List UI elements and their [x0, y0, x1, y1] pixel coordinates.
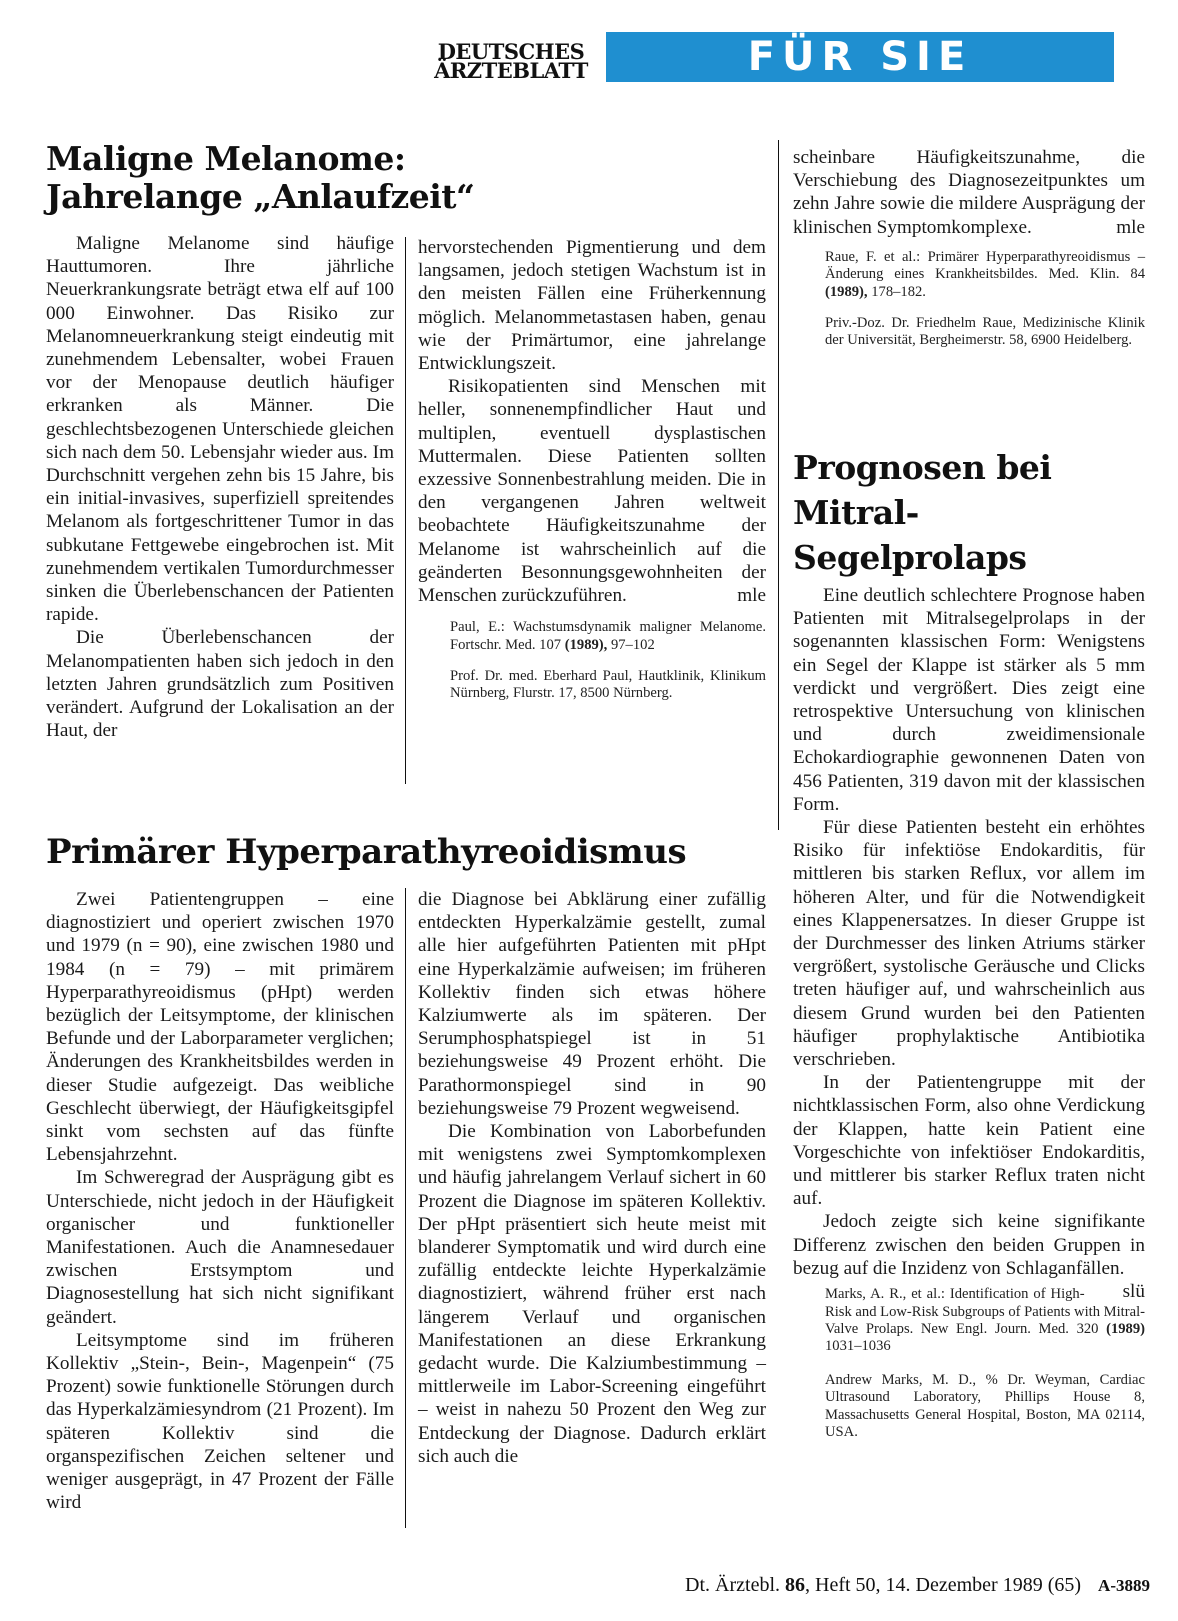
article3-title-line1: Prognosen bei	[793, 448, 1052, 487]
article2-paragraph: Zwei Patientengruppen – eine diagnostiziert und operiert zwischen 1970 und 1979 (n = 90), eine zwischen 1980 und 1984 (n = 79) – mit primärem Hyperparathyreoidismus (pHpt) werden bezüglich der Leitsymptome, der klinischen Befunde und der Laborparameter verglichen; Änderungen des Krankheitsbildes werden in dieser Studie aufgezeigt. Das weibliche Geschlecht überwiegt, der Häufigkeitsgipfel sinkt vom sechsten auf das fünfte Lebensjahrzehnt.	[46, 889, 394, 1166]
previous-article-author-address: Priv.-Doz. Dr. Friedhelm Raue, Medizinische Klinik der Universität, Bergheimerstr. 58, 6900 Heidelberg.	[825, 315, 1145, 349]
previous-article-text: scheinbare Häufigkeitszunahme, die Verschiebung des Diagnosezeitpunktes um zehn Jahre sowie die mildere Ausprägung der klinischen Symptomkomplexe.	[793, 147, 1145, 238]
article1-paragraph: Risikopatienten sind Menschen mit heller, sonnenempfindlicher Haut und multiplen, eventuell dysplastischen Muttermalen. Diese Patienten sollten exzessive Sonnenbestrahlung meiden. Die in den vergangenen Jahren weltweit beobachtete Häufigkeitszunahme der Melanome ist wahrscheinlich auf die geänderten Besonnungsgewohnheiten der Menschen zurückzuführen.	[418, 376, 766, 607]
reference-text: Marks, A. R., et al.: Identification of High-Risk and Low-Risk Subgroups of Patients with Mitral-Valve Prolaps. New Engl. Journ. Med. 320	[825, 1286, 1145, 1337]
reference-text: Raue, F. et al.: Primärer Hyperparathyreoidismus – Änderung eines Krankheitsbildes. Med. Klin. 84	[825, 248, 1145, 283]
article1-reference	[418, 619, 766, 654]
previous-article-continuation	[793, 146, 1145, 350]
column-divider	[405, 888, 406, 1528]
reference-text: Paul, E.: Wachstumsdynamik maligner Melanome. Fortschr. Med. 107	[450, 619, 766, 653]
article3-title	[793, 445, 1113, 580]
footer-journal: Dt. Ärztebl.	[685, 1574, 781, 1596]
article2-paragraph: die Diagnose bei Abklärung einer zufällig entdeckten Hyperkalzämie gestellt, zumal alle hier aufgeführten Patienten mit pHpt eine Hyperkalzämie aufweisen; im früheren Kollektiv finden sich etwas höhere Kalziumwerte als im späteren. Der Serumphosphatspiegel ist in 51 beziehungsweise 49 Prozent erhöht. Die Parathormonspiegel sind in 90 beziehungsweise 79 Prozent wegweisend.	[418, 889, 766, 1119]
article2-paragraph: Leitsymptome sind im früheren Kollektiv „Stein-, Bein-, Magenpein“ (75 Prozent) sowie funktionelle Störungen durch das Hyperkalzämiesyndrom (21 Prozent). Im späteren Kollektiv sind die organspezifischen Zeichen seltener und weniger ausgeprägt, in 47 Prozent der Fälle wird	[46, 1329, 394, 1514]
article1-author-address: Prof. Dr. med. Eberhard Paul, Hautklinik, Klinikum Nürnberg, Flurstr. 17, 8500 Nürnberg.	[450, 668, 766, 702]
article1-paragraph: Die Überlebenschancen der Melanompatienten haben sich jedoch in den letzten Jahren grundsätzlich zum Positiven verändert. Aufgrund der Lokalisation an der Haut, der	[46, 627, 394, 742]
reference-year: (1989),	[825, 283, 868, 300]
previous-article-reference	[793, 249, 1145, 301]
footer-issue-date: , Heft 50, 14. Dezember 1989 (65)	[805, 1574, 1082, 1596]
masthead-line1: DEUTSCHES	[437, 39, 585, 64]
article3-title-line2: Mitral-	[793, 493, 919, 532]
journal-masthead	[423, 39, 599, 83]
section-banner: FÜR SIE REFERIERT	[606, 32, 1114, 82]
article3-paragraph: Eine deutlich schlechtere Prognose haben Patienten mit Mitralsegelprolaps in der sogenannten klassischen Form: Wenigstens ein Segel der Klappe ist stärker als 5 mm verdickt und vergrößert. Dies zeigt eine retrospektive Untersuchung von klinischen und durch zweidimensionale Echokardiographie gewonnenen Daten von 456 Patienten, 319 davon mit der klassischen Form.	[793, 585, 1145, 815]
article3-body	[793, 584, 1145, 1441]
article1-column1	[46, 232, 394, 742]
article1-title-line1: Maligne Melanome:	[46, 139, 406, 178]
reference-pages: 178–182.	[871, 283, 926, 300]
article1-title	[46, 140, 606, 216]
reference-pages: 97–102	[610, 636, 655, 653]
reference-pages: 1031–1036	[825, 1338, 891, 1355]
article1-paragraph: hervorstechenden Pigmentierung und dem langsamen, jedoch stetigen Wachstum ist in den meisten Fällen eine Früherkennung möglich. Melanommetastasen haben, genau wie der Primärtumor, eine jahrelange Entwicklungszeit.	[418, 237, 766, 375]
article2-paragraph: Die Kombination von Laborbefunden mit wenigstens zwei Symptomkomplexen und häufig jahrelangem Verlauf sichert in 60 Prozent die Diagnose im späteren Kollektiv. Der pHpt präsentiert sich heute meist mit blanderer Symptomatik und wird durch eine zufällig entdeckte leichte Hyperkalzämie diagnostiziert, während früher erst nach längerem Verlauf und organischen Manifestationen an diese Erkrankung gedacht wurde. Die Kalziumbestimmung – mittlerweile im Labor-Screening eingeführt – weist in nahezu 50 Prozent den Weg zur Entdeckung der Diagnose. Dadurch erklärt sich auch die	[418, 1121, 766, 1467]
article3-author-address: Andrew Marks, M. D., % Dr. Weyman, Cardiac Ultrasound Laboratory, Phillips House 8, Massachusetts General Hospital, Boston, MA 02114, USA.	[825, 1371, 1145, 1440]
article3-paragraph: Jedoch zeigte sich keine signifikante Differenz zwischen den beiden Gruppen in bezug auf die Inzidenz von Schlaganfällen.	[793, 1211, 1145, 1279]
previous-article-signature: mle	[1116, 216, 1145, 238]
article2-column2	[418, 888, 766, 1468]
article1-signature: mle	[737, 585, 766, 607]
article2-paragraph: Im Schweregrad der Ausprägung gibt es Unterschiede, nicht jedoch in der Häufigkeit organischer und funktioneller Manifestationen. Auch die Anamnesedauer zwischen Erstsymptom und Diagnosestellung hat sich nicht signifikant geändert.	[46, 1167, 394, 1328]
article1-column2	[418, 236, 766, 703]
page-footer	[590, 1573, 1150, 1598]
reference-year: (1989)	[1106, 1320, 1146, 1337]
article1-paragraph: Maligne Melanome sind häufige Hauttumoren. Ihre jährliche Neuerkrankungsrate beträgt etwa elf auf 100 000 Einwohner. Das Risiko zur Melanomneuerkrankung steigt eindeutig mit zunehmendem Lebensalter, wobei Frauen vor der Menopause deutlich häufiger erkranken als Männer. Die geschlechtsbezogenen Unterschiede gleichen sich nach dem 50. Lebensjahr wieder aus. Im Durchschnitt vergehen zehn bis 15 Jahre, bis ein initial-invasives, superfiziell spreitendes Melanom als fortgeschrittener Tumor in das subkutane Fettgewebe eingebrochen ist. Mit zunehmendem vertikalen Tumordurchmesser sinken die Überlebenschancen der Patienten rapide.	[46, 233, 394, 626]
article3-title-line3: Segelprolaps	[793, 538, 1027, 577]
column-divider	[405, 237, 406, 784]
article1-title-line2: Jahrelange „Anlaufzeit“	[46, 177, 475, 216]
article3-paragraph: In der Patientengruppe mit der nichtklassischen Form, also ohne Verdickung der Klappen, hatte kein Patient eine Vorgeschichte von infektiöser Endokarditis, und mittlerer bis starker Reflux traten nicht auf.	[793, 1072, 1145, 1210]
article2-title: Primärer Hyperparathyreoidismus	[46, 832, 687, 872]
reference-year: (1989),	[564, 636, 608, 653]
footer-page-number: A-3889	[1098, 1576, 1150, 1595]
article2-column1	[46, 888, 394, 1514]
footer-volume: 86	[785, 1574, 806, 1596]
article3-signature: slü	[1122, 1281, 1145, 1303]
masthead-line2: ÄRZTEBLATT	[434, 58, 588, 83]
article3-paragraph: Für diese Patienten besteht ein erhöhtes Risiko für infektiöse Endokarditis, für mittleren bis starken Reflux, vor allem im höheren Alter, und für die Notwendigkeit eines Klappenersatzes. In dieser Gruppe ist der Durchmesser des linken Atriums stärker vergrößert, systolische Geräusche und Clicks treten häufiger auf, und wahrscheinlich aus diesem Grund wurden bei den Patienten häufiger prophylaktische Antibiotika verschrieben.	[793, 817, 1145, 1071]
column-divider	[778, 140, 779, 830]
